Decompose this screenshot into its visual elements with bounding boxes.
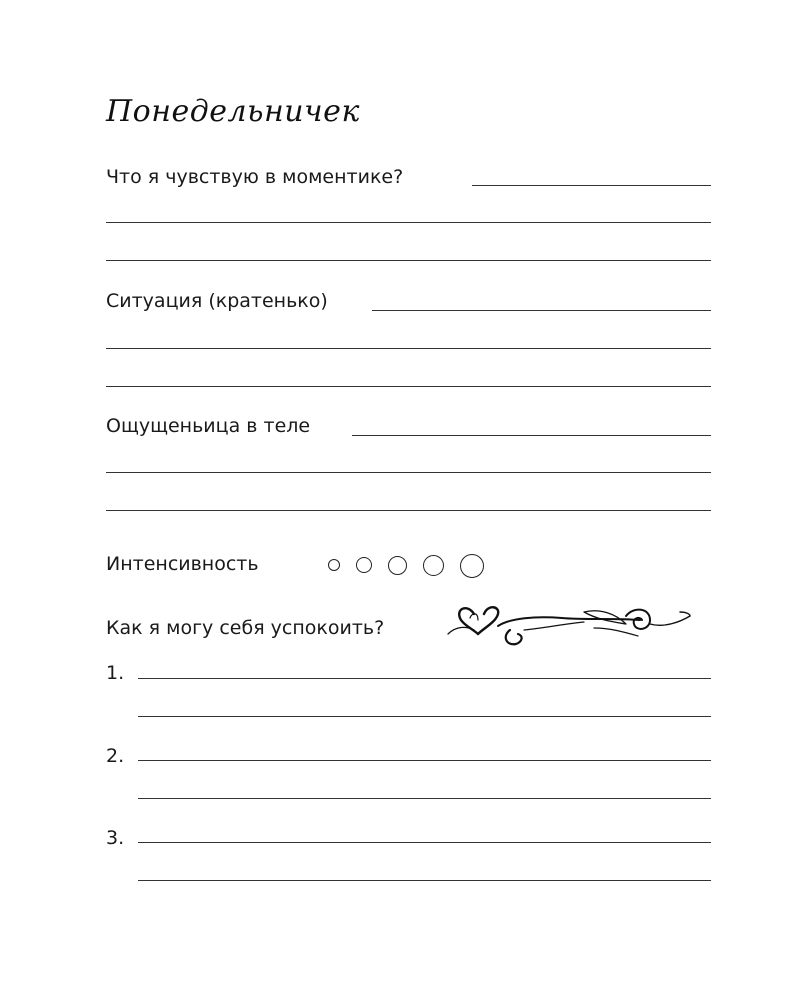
calm-prompt: Как я могу себя успокоить? [106, 617, 385, 639]
situation-prompt: Ситуация (кратенько) [106, 290, 328, 312]
page-title: Понедельничек [106, 94, 360, 129]
body-sensations-prompt: Ощущеньица в теле [106, 415, 311, 437]
feeling-answer-line[interactable] [472, 185, 711, 186]
feeling-prompt: Что я чувствую в моментике? [106, 166, 404, 188]
body-sensations-answer-line[interactable] [106, 510, 711, 511]
calm-item-number: 3. [106, 827, 125, 849]
feeling-answer-line[interactable] [106, 222, 711, 223]
intensity-circle-2[interactable] [356, 557, 372, 573]
calm-item-number: 2. [106, 745, 125, 767]
intensity-circle-1[interactable] [328, 559, 340, 571]
intensity-circle-4[interactable] [423, 555, 444, 576]
situation-answer-line[interactable] [372, 310, 711, 311]
feeling-answer-line[interactable] [106, 260, 711, 261]
situation-answer-line[interactable] [106, 348, 711, 349]
calm-item-answer-line[interactable] [138, 880, 711, 881]
heart-swirl-flourish-icon [444, 600, 694, 658]
calm-item-answer-line[interactable] [138, 798, 711, 799]
intensity-circle-5[interactable] [460, 554, 484, 578]
intensity-circle-3[interactable] [388, 556, 407, 575]
body-sensations-answer-line[interactable] [352, 435, 711, 436]
situation-answer-line[interactable] [106, 386, 711, 387]
calm-item-number: 1. [106, 662, 125, 684]
calm-item-answer-line[interactable] [138, 842, 711, 843]
calm-item-answer-line[interactable] [138, 760, 711, 761]
calm-item-answer-line[interactable] [138, 678, 711, 679]
body-sensations-answer-line[interactable] [106, 472, 711, 473]
intensity-label: Интенсивность [106, 553, 259, 575]
calm-item-answer-line[interactable] [138, 716, 711, 717]
